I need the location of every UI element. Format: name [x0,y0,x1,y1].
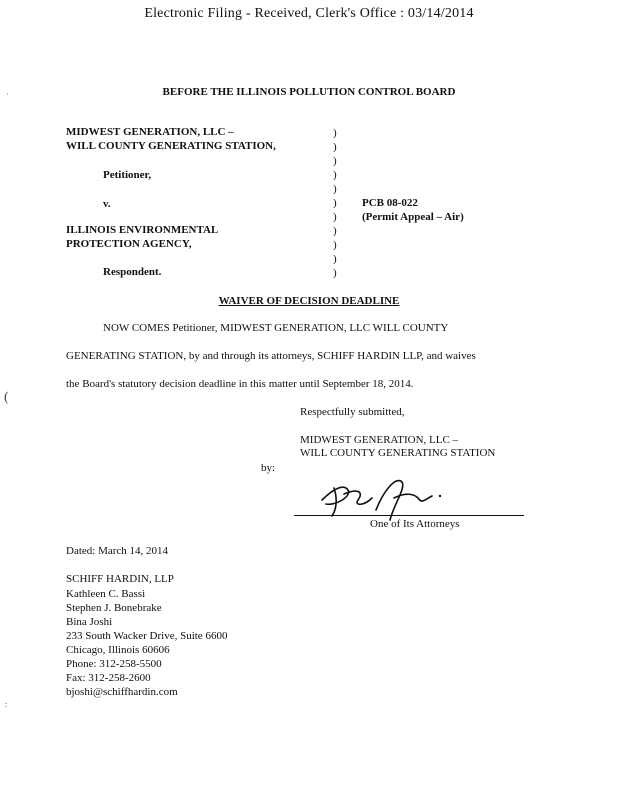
scan-speck: ( [4,390,9,405]
respondent-label: Respondent. [103,266,162,278]
signature-line [294,515,524,516]
case-number: PCB 08-022 [362,197,418,209]
party-line-2: WILL COUNTY GENERATING STATION [300,447,496,459]
caption-paren: ) [333,253,337,265]
by-label: by: [261,462,276,474]
city-state-zip: Chicago, Illinois 60606 [66,644,170,656]
closing: Respectfully submitted, [300,406,405,418]
caption-paren: ) [333,183,337,195]
caption-paren: ) [333,239,337,251]
scan-speck: · [6,90,9,99]
firm-address-block [66,587,227,699]
respondent-name-line2: PROTECTION AGENCY, [66,238,192,250]
caption-paren: ) [333,141,337,153]
caption-paren: ) [333,225,337,237]
attorney-name: Stephen J. Bonebrake [66,602,162,614]
caption-paren: ) [333,267,337,279]
document-title: WAIVER OF DECISION DEADLINE [218,295,400,307]
attorney-name: Kathleen C. Bassi [66,588,146,600]
respondent-name-line1: ILLINOIS ENVIRONMENTAL [66,224,219,236]
street-address: 233 South Wacker Drive, Suite 6600 [66,630,228,642]
body-line-1: NOW COMES Petitioner, MIDWEST GENERATION, LLC WILL COUNTY [103,322,449,334]
filing-stamp-header: Electronic Filing - Received, Clerk's Office : 03/14/2014 [144,6,474,21]
body-line-2: GENERATING STATION, by and through its attorneys, SCHIFF HARDIN LLP, and waives [66,350,476,362]
fax-number: Fax: 312-258-2600 [66,672,151,684]
firm-name: SCHIFF HARDIN, LLP [66,573,174,585]
board-title: BEFORE THE ILLINOIS POLLUTION CONTROL BOARD [162,86,456,98]
versus-label: v. [103,198,111,210]
case-type: (Permit Appeal – Air) [362,211,464,223]
caption-paren-column [333,126,337,280]
petitioner-name-line2: WILL COUNTY GENERATING STATION, [66,140,276,152]
caption-paren: ) [333,211,337,223]
petitioner-name-line1: MIDWEST GENERATION, LLC – [66,126,234,138]
body-line-3: the Board's statutory decision deadline in this matter until September 18, 2014. [66,378,414,390]
attorney-name: Bina Joshi [66,616,113,628]
caption-paren: ) [333,197,337,209]
email-address: bjoshi@schiffhardin.com [66,686,178,698]
signatory-role: One of Its Attorneys [370,518,460,530]
petitioner-label: Petitioner, [103,169,152,181]
caption-paren: ) [333,155,337,167]
phone-number: Phone: 312-258-5500 [66,658,162,670]
party-line-1: MIDWEST GENERATION, LLC – [300,434,459,446]
date-line: Dated: March 14, 2014 [66,545,169,557]
caption-paren: ) [333,169,337,181]
scan-speck: : [5,700,8,709]
caption-paren: ) [333,127,337,139]
